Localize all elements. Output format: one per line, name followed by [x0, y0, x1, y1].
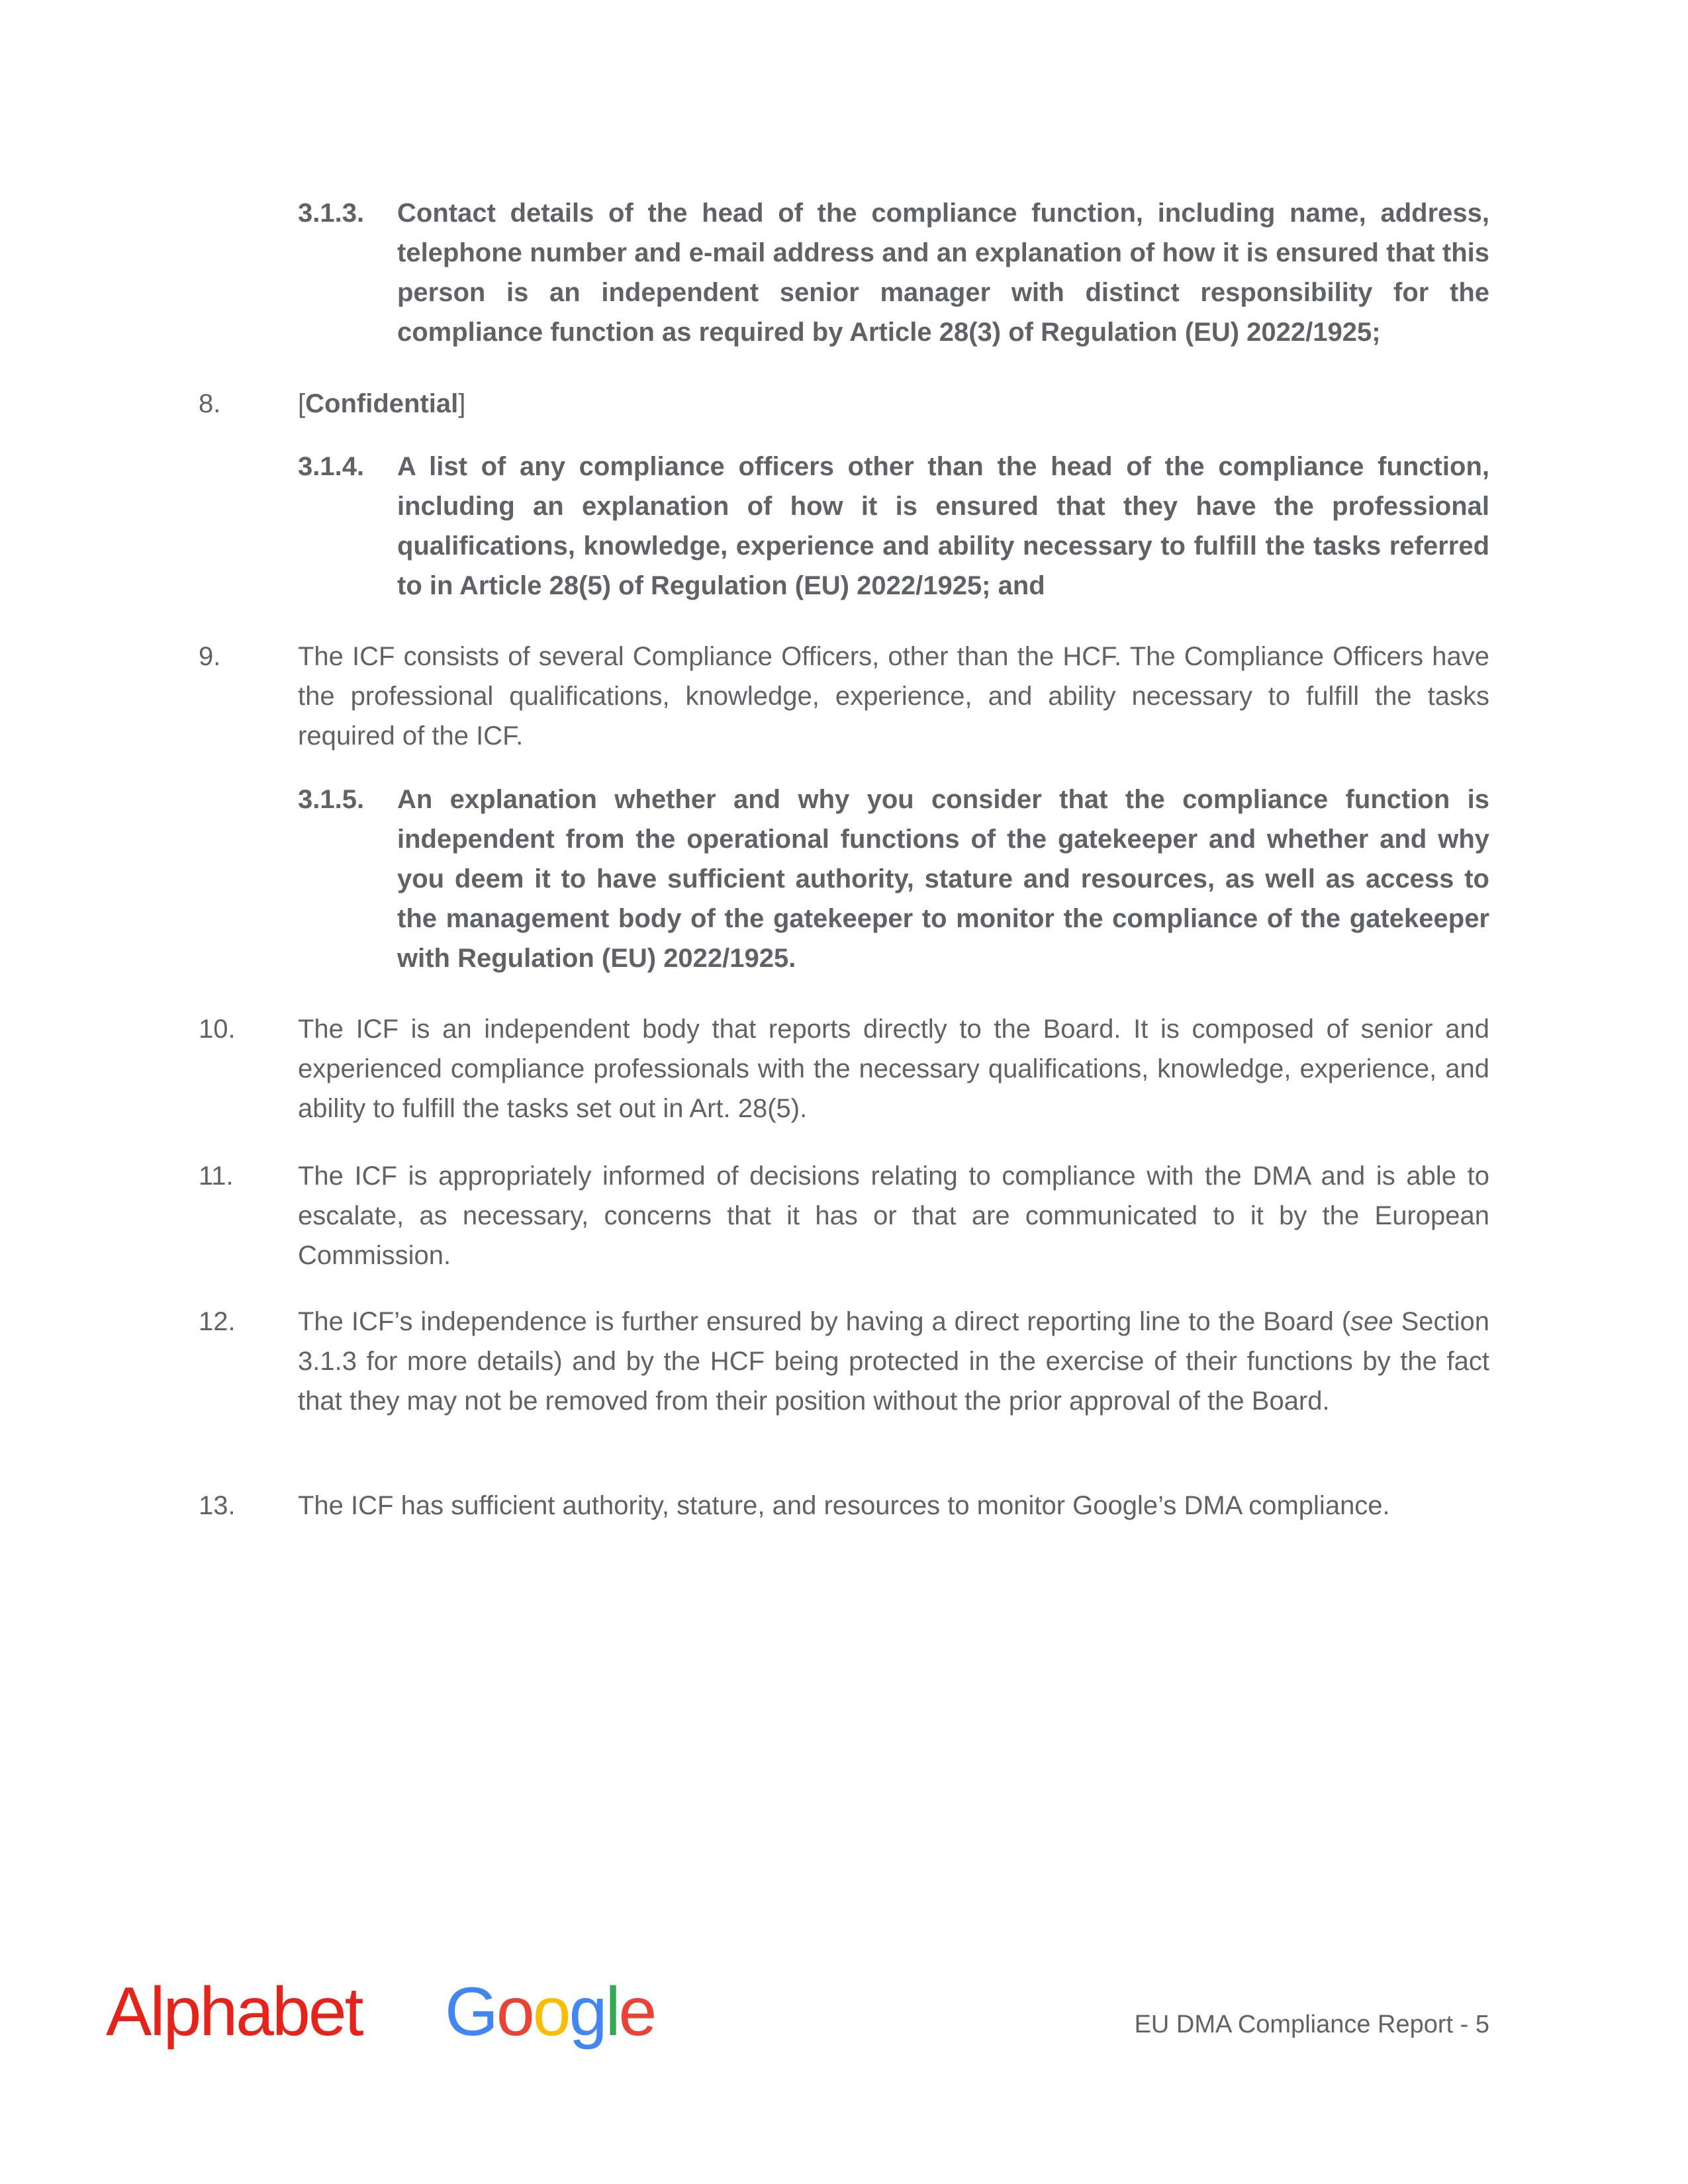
paragraph-number: 10. — [199, 1015, 236, 1044]
question-text: Contact details of the head of the compliance function, including name, address, telephone number and e-mail address and an explanation of how it is ensured that this person is an independent senior manager with distinct responsibility for the compliance function as required by Article 28(3) of Regulation (EU) 2022/1925; — [397, 199, 1489, 347]
paragraph-text: The ICF has sufficient authority, stature, and resources to monitor Google’s DMA compliance. — [298, 1491, 1390, 1520]
paragraph-number: 8. — [199, 389, 221, 418]
question-number: 3.1.4. — [298, 452, 365, 481]
paragraph-number: 9. — [199, 642, 221, 671]
alphabet-logo: Alphabet — [106, 1974, 362, 2050]
google-logo-letter: e — [618, 1974, 655, 2050]
paragraph-number: 12. — [199, 1307, 236, 1336]
google-logo-letter: o — [496, 1974, 533, 2050]
paragraph-text-italic: see — [1350, 1307, 1393, 1336]
google-logo-letter: o — [532, 1974, 569, 2050]
paragraph-text: The ICF consists of several Compliance Officers, other than the HCF. The Compliance Officers have the professional qualifications, knowledge, experience, and ability necessary to fulfill the tasks required of the ICF. — [298, 642, 1489, 751]
confidential-label: Confidential — [305, 389, 459, 418]
paragraph-text: The ICF is appropriately informed of decisions relating to compliance with the DMA and is able to escalate, as necessary, concerns that it has or that are communicated to it by the European Commission. — [298, 1161, 1489, 1270]
google-logo-letter: l — [605, 1974, 619, 2050]
footer-page-label: EU DMA Compliance Report - 5 — [1134, 2011, 1489, 2038]
paragraph-number: 13. — [199, 1491, 236, 1520]
paragraph-text-part: The ICF’s independence is further ensured by having a direct reporting line to the Board ( — [298, 1307, 1351, 1336]
google-logo — [445, 1976, 655, 2048]
google-logo-letter: G — [445, 1974, 496, 2050]
question-text: A list of any compliance officers other than the head of the compliance function, including an explanation of how it is ensured that they have the professional qualifications, knowledge, experience and ability necessary to fulfill the tasks referred to in Article 28(5) of Regulation (EU) 2022/1925; and — [397, 452, 1489, 600]
paragraph-text-part: Section 3.1.3 for more details) and by the HCF being protected in the exercise of their functions by the fact that they may not be removed from their position without the prior approval of the Board. — [298, 1307, 1490, 1416]
paragraph-number: 11. — [199, 1161, 234, 1191]
question-text: An explanation whether and why you consider that the compliance function is independent from the operational functions of the gatekeeper and whether and why you deem it to have sufficient authority, stature and resources, as well as access to the management body of the gatekeeper to monitor the compliance of the gatekeeper with Regulation (EU) 2022/1925. — [397, 785, 1489, 973]
bracket-open: [ — [298, 389, 306, 418]
bracket-close: ] — [458, 389, 466, 418]
google-logo-letter: g — [569, 1974, 606, 2050]
question-number: 3.1.5. — [298, 785, 365, 814]
paragraph-text — [298, 1302, 1489, 1421]
paragraph-text: The ICF is an independent body that reports directly to the Board. It is composed of senior and experienced compliance professionals with the necessary qualifications, knowledge, experience, and ability to fulfill the tasks set out in Art. 28(5). — [298, 1015, 1489, 1123]
question-number: 3.1.3. — [298, 199, 365, 228]
paragraph-text — [298, 384, 1489, 424]
